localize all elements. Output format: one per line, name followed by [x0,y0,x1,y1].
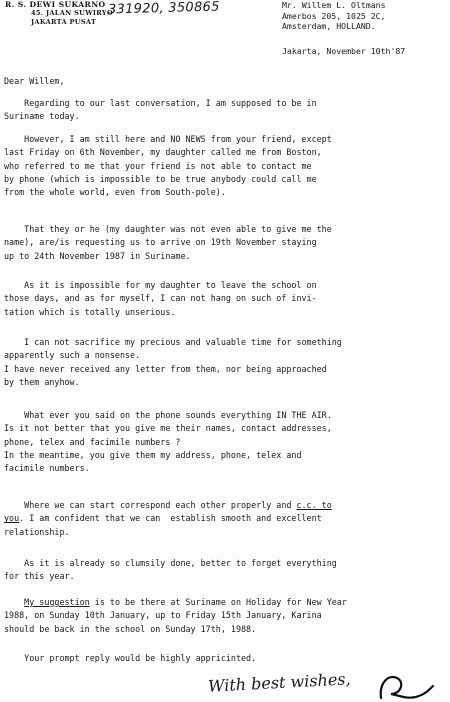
salutation: Dear Willem, [4,76,65,86]
recipient-address [282,0,386,32]
paragraph-9-rest: is to be there at Suriname on Holiday for New Year 1988, on Sunday 10th January, up to Friday 15th January, Karina should be back in the school on Sunday 17th, 1988. [4,597,347,634]
paragraph-4: As it is impossible for my daughter to leave the school on those days, and as for myself, I can not hang on such of invi- tation which is totally unserious. [4,280,317,317]
paragraph-7-line1: Where we can start correspond each other properly and [4,500,297,510]
recipient-street: Amerbos 205, 1025 2C, [282,10,386,21]
paragraph-1: Regarding to our last conversation, I am supposed to be in Suriname today. [4,98,317,122]
you-underlined: you [4,513,20,524]
paragraph-3: That they or he (my daughter was not even able to give me the name), are/is requesting us to arrive on 19th November staying up to 24th November 1987 in Suriname. [4,224,332,261]
recipient-city: Amsterdam, HOLLAND. [282,21,376,31]
paragraph-7 [4,499,332,539]
letter-date: Jakarta, November 10th'87 [282,46,406,56]
paragraph-9 [4,596,347,636]
paragraph-5: I can not sacrifice my precious and valuable time for something apparently such a nonsense. I have never received any letter from them, nor being approached by them anyhow. [4,337,342,387]
recipient-name: Mr. Willem L. Oltmans [282,0,386,10]
sender-address-line1: 45. JALAN SUWIRYO [31,9,113,17]
signature-mark [375,672,435,702]
paragraph-7-line2: . I am confident that we can establish smooth and excellent relationship. [4,513,322,537]
handwritten-closing: With best wishes, [207,669,352,696]
paragraph-6: What ever you said on the phone sounds everything IN THE AIR. Is it not better that you give me their names, contact addresses, phone, telex and facimile numbers ? In the meantime, you give them my address, phone, telex and facimile numbers. [4,410,332,474]
sender-name: R. S. DEWI SUKARNO [5,0,106,9]
paragraph-8: As it is already so clumsily done, better to forget everything for this year. [4,558,337,582]
handwritten-phone-numbers: 331920, 350865 [107,0,220,18]
suggestion-underlined: My suggestion [24,597,90,607]
cc-underlined: c.c. to [296,500,332,510]
sender-address-line2: JAKARTA PUSAT [31,18,97,26]
paragraph-10: Your prompt reply would be highly appricinted. [4,653,257,663]
sender-letterhead [5,0,113,27]
paragraph-2: However, I am still here and NO NEWS from your friend, except last Friday on 6th November, my daughter called me from Boston, who referred to me that your friend is not able to contact me by phone (which is impossible to be true anybody could call me from the whole world, even from South-pole). [4,134,332,198]
